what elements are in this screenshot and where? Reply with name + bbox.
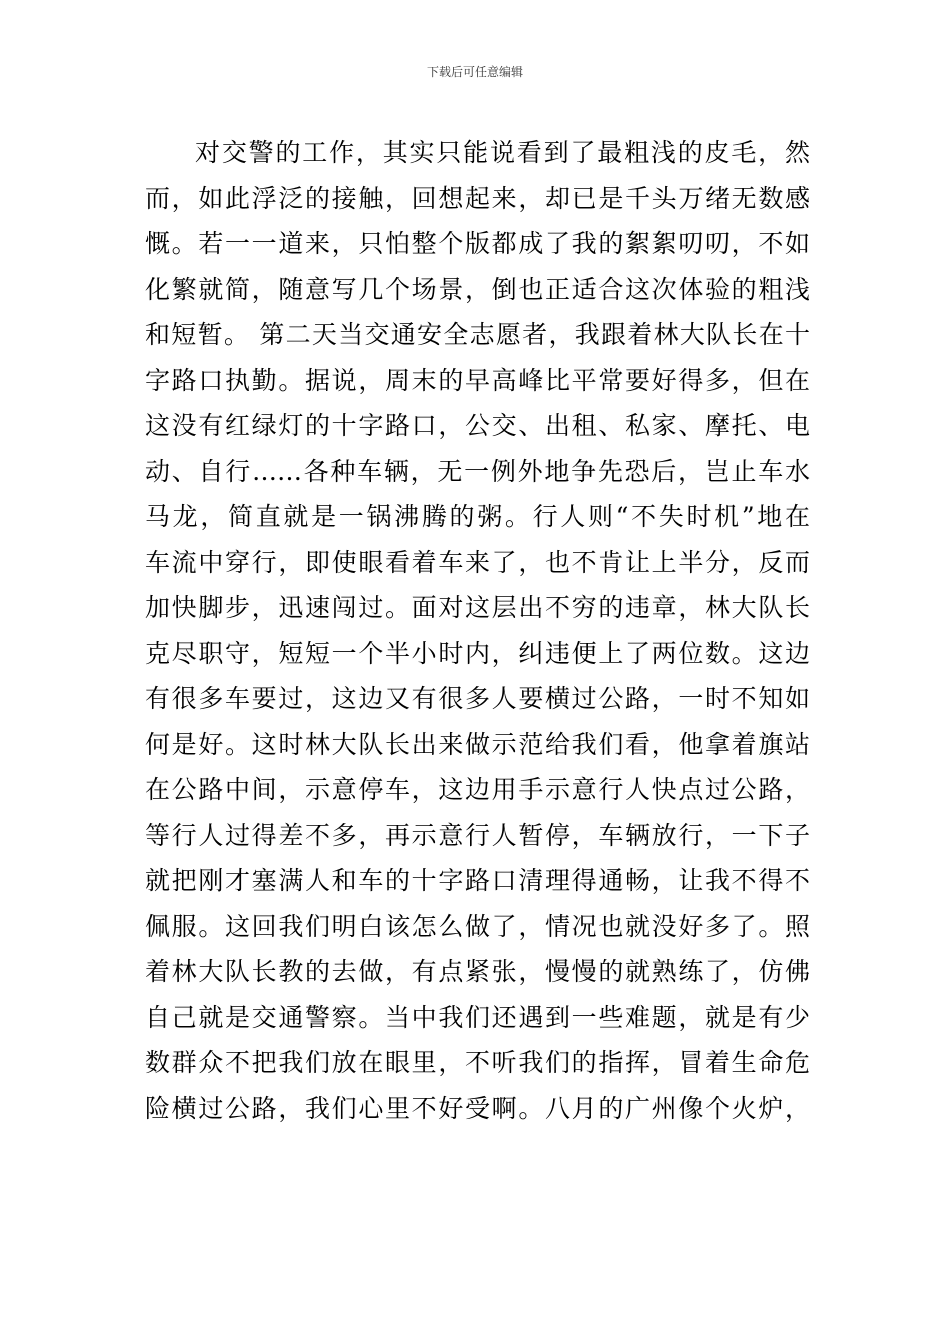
paragraph-line: 对交警的工作，其实只能说看到了最粗浅的皮毛，然 xyxy=(195,138,810,167)
page-header: 下载后可任意编辑 xyxy=(426,65,523,79)
paragraph-line: 马龙，简直就是一锅沸腾的粥。行人则“不失时机”地在 xyxy=(145,502,810,531)
paragraph-line: 自己就是交通警察。当中我们还遇到一些难题，就是有少 xyxy=(145,1002,810,1032)
paragraph-line: 险横过公路，我们心里不好受啊。八月的广州像个火炉， xyxy=(145,1093,810,1123)
paragraph-line: 而，如此浮泛的接触，回想起来，却已是千头万绪无数感 xyxy=(145,183,810,213)
paragraph-line: 这没有红绿灯的十字路口，公交、出租、私家、摩托、电 xyxy=(145,411,810,440)
paragraph-line: 字路口执勤。据说，周末的早高峰比平常要好得多，但在 xyxy=(145,365,810,395)
paragraph-line: 在公路中间，示意停车，这边用手示意行人快点过公路， xyxy=(145,775,810,804)
paragraph-line: 加快脚步，迅速闯过。面对这层出不穷的违章，林大队长 xyxy=(145,593,810,622)
paragraph-line: 和短暂。 第二天当交通安全志愿者，我跟着林大队长在十 xyxy=(145,320,810,349)
paragraph-line: 等行人过得差不多，再示意行人暂停，车辆放行，一下子 xyxy=(145,820,810,850)
body-text xyxy=(145,130,810,1131)
paragraph-line: 慨。若一一道来，只怕整个版都成了我的絮絮叨叨，不如 xyxy=(145,229,810,258)
paragraph-line: 何是好。这时林大队长出来做示范给我们看，他拿着旗站 xyxy=(145,729,810,759)
paragraph-line: 动、自行……各种车辆，无一例外地争先恐后，岂止车水 xyxy=(145,456,810,486)
paragraph-line: 数群众不把我们放在眼里，不听我们的指挥，冒着生命危 xyxy=(145,1048,810,1077)
paragraph-line: 就把刚才塞满人和车的十字路口清理得通畅，让我不得不 xyxy=(145,866,810,895)
paragraph-line: 有很多车要过，这边又有很多人要横过公路，一时不知如 xyxy=(145,684,810,713)
paragraph-line: 克尽职守，短短一个半小时内，纠违便上了两位数。这边 xyxy=(145,638,810,668)
paragraph-line: 车流中穿行，即使眼看着车来了，也不肯让上半分，反而 xyxy=(145,547,810,577)
paragraph-line: 化繁就简，随意写几个场景，倒也正适合这次体验的粗浅 xyxy=(145,274,810,304)
paragraph-line: 着林大队长教的去做，有点紧张，慢慢的就熟练了，仿佛 xyxy=(145,957,810,986)
paragraph-line: 佩服。这回我们明白该怎么做了，情况也就没好多了。照 xyxy=(145,911,810,941)
